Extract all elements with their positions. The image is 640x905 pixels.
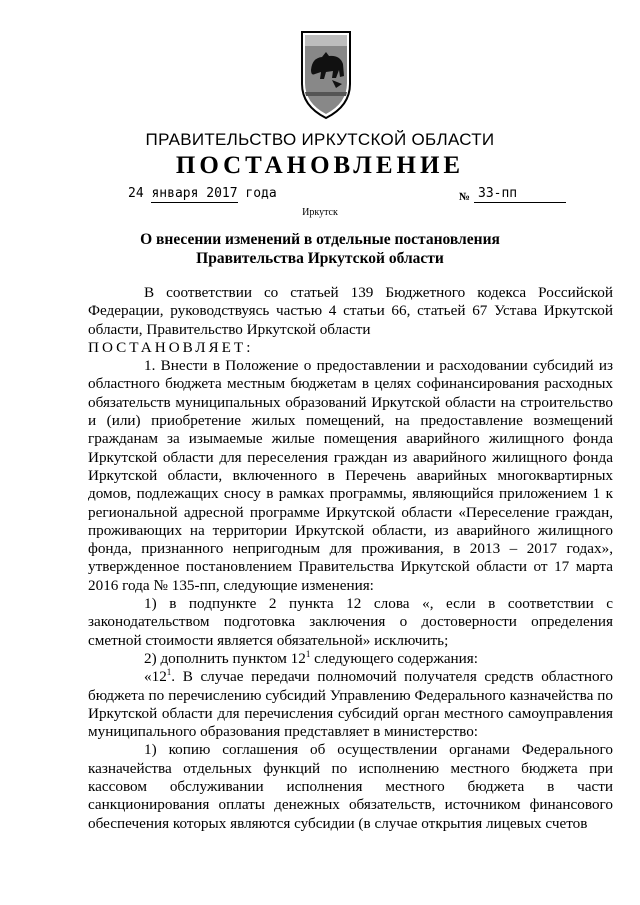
- paragraph-1-2-text: 2) дополнить пунктом 12: [144, 649, 306, 667]
- document-type: ПОСТАНОВЛЕНИЕ: [175, 152, 465, 179]
- document-date: [128, 186, 277, 201]
- date-month-year: января 2017: [151, 186, 238, 201]
- document-body: [88, 284, 613, 833]
- paragraph-1-1: 1) в подпункте 2 пункта 12 слова «, если в соответствии с законодательством подготовка заключения о достоверности определения сметной стоимости является обязательной» исключить;: [88, 595, 613, 649]
- superscript: 1: [305, 648, 311, 659]
- coat-of-arms-icon: [296, 22, 356, 122]
- paragraph-1-2: [88, 650, 613, 668]
- resolves-heading: ПОСТАНОВЛЯЕТ:: [88, 338, 254, 356]
- superscript: 1: [166, 667, 172, 678]
- document-number: 33-пп: [474, 186, 566, 203]
- paragraph-1: 1. Внести в Положение о предоставлении и расходовании субсидий из областного бюджета местным бюджетам в целях софинансирования расходных обязательств муниципальных образований Иркутской области на строительство и (или) приобретение жилых помещений, на предоставление возмещений гражданам за изымаемые жилые помещения аварийного жилищного фонда Иркутской области для переселения граждан из аварийного жилищного фонда Иркутской области, включенного в Перечень аварийных многоквартирных домов, подлежащих сносу в рамках программы, являющийся приложением 1 к региональной адресной программе Иркутской области «Переселение граждан, проживающих на территории Иркутской области, из аварийного жилищного фонда, признанного непригодным для проживания, в 2013 – 2017 годах», утвержденное постановлением Правительства Иркутской области от 17 марта 2016 года № 135-пп, следующие изменения:: [88, 357, 613, 594]
- date-day: 24: [128, 186, 144, 201]
- paragraph-12-1-text: . В случае передачи полномочий получателя средств областного бюджета по перечислению субсидий Управлению Федерального казначейства по Иркутской области для перечисления субсидий орган местного самоуправления муниципального образования представляет в министерство:: [88, 668, 613, 741]
- date-suffix: года: [245, 186, 277, 201]
- paragraph-12-1-item-1: 1) копию соглашения об осуществлении органами Федерального казначейства отдельных функций по исполнению местного бюджета при кассовом обслуживании исполнения местного бюджета в части санкционирования оплаты денежных обязательств, источником финансового обеспечения которых являются субсидии (в случае открытия лицевых счетов: [88, 741, 613, 832]
- preamble-paragraph: В соответствии со статьей 139 Бюджетного кодекса Российской Федерации, руководствуясь частью 4 статьи 66, статьей 67 Устава Иркутской области, Правительство Иркутской области: [88, 284, 613, 338]
- document-title: О внесении изменений в отдельные постановления Правительства Иркутской области: [140, 231, 500, 267]
- paragraph-1-2-text-end: следующего содержания:: [310, 649, 479, 667]
- paragraph-12-1-start: «12: [144, 668, 167, 686]
- city-name: Иркутск: [302, 207, 338, 218]
- government-name: ПРАВИТЕЛЬСТВО ИРКУТСКОЙ ОБЛАСТИ: [145, 130, 495, 149]
- number-label: №: [459, 191, 471, 203]
- paragraph-12-1: [88, 668, 613, 741]
